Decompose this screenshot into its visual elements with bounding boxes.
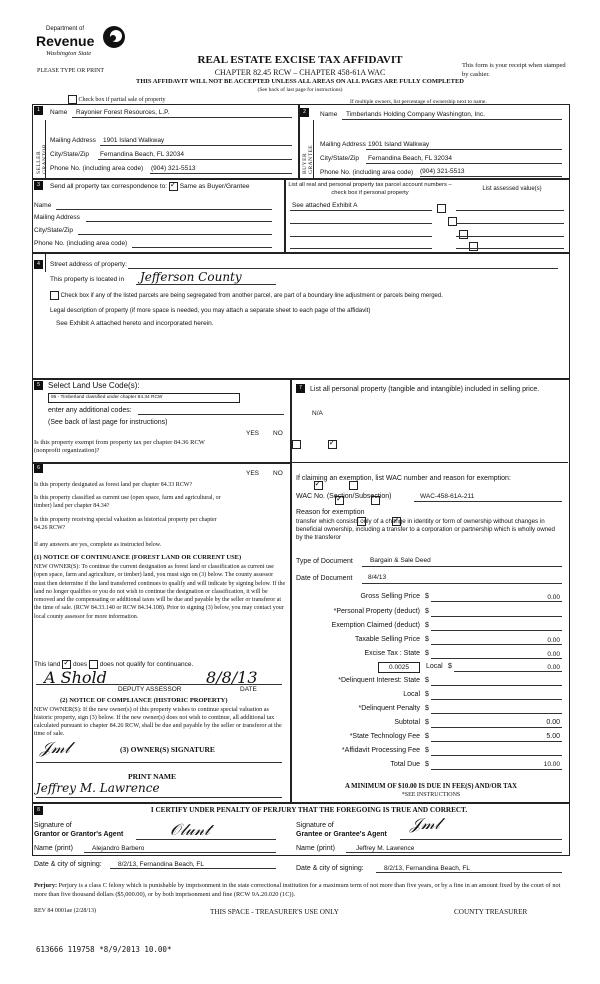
corr-name-label: Name (34, 202, 52, 209)
grantee-date-label: Date & city of signing: (296, 865, 364, 872)
parcel-header: List all real and personal property tax parcel account numbers – check box if personal property (288, 182, 452, 196)
section-8-number: 8 (34, 806, 43, 815)
seller-city-label: City/State/Zip (50, 151, 90, 158)
s5-no: NO (273, 430, 283, 437)
tech-fee-label: *State Technology Fee (349, 733, 420, 740)
excise-state-dollar: $ (425, 650, 429, 657)
s6-no: NO (273, 470, 283, 477)
send-label: Send all property tax correspondence to: (50, 183, 168, 191)
print-name-label: PRINT NAME (128, 772, 176, 781)
does-not-label: does not qualify for continuance. (99, 661, 194, 669)
gross-value: 0.00 (547, 594, 560, 601)
grantor-signature: 𝒪𝓁𝓊𝓃𝓉 (170, 820, 210, 839)
q-forest-land: Is this property designated as forest land per chapter 84.33 RCW? (34, 482, 193, 488)
delinq-local-label: Local (403, 691, 420, 698)
legal-label: Legal description of property (if more space is needed, you may attach a separate sheet to each page of the affidavit) (50, 307, 371, 314)
perjury-note (34, 882, 564, 899)
parcel-3-checkbox[interactable] (459, 230, 468, 239)
wac-label: WAC No. (Section/Subsection) (296, 493, 392, 500)
same-as-buyer-label: Same as Buyer/Grantee (179, 183, 250, 191)
s6-yes: YES (246, 470, 260, 477)
doc-date-value: 8/4/13 (368, 574, 387, 581)
local-label: Local (426, 663, 443, 670)
excise-state-label: Excise Tax : State (364, 650, 420, 657)
seller-city: Fernandina Beach, FL 32034 (100, 151, 184, 158)
land-use-label: Select Land Use Code(s): (48, 381, 140, 390)
delinq-local-dollar: $ (425, 691, 429, 698)
grantor-sig-label-1: Signature of (34, 822, 72, 829)
form-chapter: CHAPTER 82.45 RCW – CHAPTER 458-61A WAC (214, 68, 386, 77)
partial-sale-row (68, 95, 165, 104)
perjury-text: Perjury is a class C felony which is punishable by imprisonment in the state correctional institution for a maximum term of not more than five years, or by a fine in an amount fixed by the court of not more than five thousand dollars ($5,000.00), or by both imprisonment and fine (RCW 9A.20.020 (1C)). (34, 882, 561, 898)
buyer-phone: (904) 321-5513 (420, 168, 465, 175)
corr-phone-label: Phone No. (including area code) (34, 240, 128, 247)
form-see-back: (See back of last page for instructions) (257, 87, 343, 93)
buyer-address: 1901 Island Walkway (368, 141, 430, 148)
delinq-interest-dollar: $ (425, 677, 429, 684)
corr-address-label: Mailing Address (34, 214, 80, 221)
assessor-signature: A Shold (44, 668, 107, 687)
minimum-note: A MINIMUM OF $10.00 IS DUE IN FEE(S) AND/OR TAX (344, 783, 518, 790)
reason-value: transfer which consists only of a change in identity or form of ownership without changes in beneficial ownership, including a transfer to a corporation or partnership which is wholly owned by the transferor (296, 518, 555, 541)
land-use-see-back: (See back of last page for instructions) (48, 419, 168, 426)
assessor-date: 8/8/13 (206, 668, 258, 687)
treasurer-space: THIS SPACE - TREASURER'S USE ONLY (210, 908, 339, 916)
total-dollar: $ (425, 761, 429, 768)
segregated-checkbox[interactable] (50, 291, 59, 300)
exempt-question: Is this property exempt from property tax per chapter 84.36 RCW (nonprofit organization)? (34, 439, 205, 454)
seller-side-label: SELLER GRANTOR (36, 144, 48, 174)
affidavit-fee-dollar: $ (425, 747, 429, 754)
section-4-number: 4 (34, 260, 43, 269)
taxable-label: Taxable Selling Price (355, 636, 420, 643)
seller-address-label: Mailing Address (50, 137, 96, 144)
grantee-name: Jeffrey M. Lawrence (356, 845, 415, 852)
taxable-value: 0.00 (547, 637, 560, 644)
subtotal-label: Subtotal (394, 719, 420, 726)
exemption-label: If claiming an exemption, list WAC number and reason for exemption: (296, 475, 511, 482)
personal-dollar: $ (425, 608, 429, 615)
local-value: 0.00 (547, 664, 560, 671)
segregated-label: Check box if any of the listed parcels are being segregated from another parcel, are part of a boundary line adjustment or parcels being merged. (60, 293, 443, 300)
excise-state-value: 0.00 (547, 651, 560, 658)
form-title: REAL ESTATE EXCISE TAX AFFIDAVIT (197, 54, 403, 66)
notice1-body: NEW OWNER(S): To continue the current designation as forest land or classification as current use (open space, farm and agriculture, or timber) land, you must sign on (3) below. The county assessor must then determine if the land transferred continues to qualify and will indicate by signing below. If the land no longer qualifies or you do not wish to continue the designation or classification, it will be removed and the compensating or additional taxes will be due and payable by the seller or transferor at the time of sale. (RCW 84.33.140 or RCW 84.34.108). Prior to signing (3) below, you may contact your local county assessor for more information. (34, 564, 286, 620)
form-warning: THIS AFFIDAVIT WILL NOT BE ACCEPTED UNLESS ALL AREAS ON ALL PAGES ARE FULLY COMPLETED (136, 78, 464, 85)
form-number: REV 84 0001ae (2/28/13) (34, 908, 97, 914)
local-dollar: $ (448, 663, 452, 670)
see-instructions: *SEE INSTRUCTIONS (401, 792, 461, 798)
doc-type-value: Bargain & Sale Deed (370, 557, 431, 564)
owner-print-name: Jeffrey M. Lawrence (36, 781, 160, 795)
doc-date-label: Date of Document (296, 575, 353, 582)
date-label: DATE (240, 686, 257, 693)
please-type: PLEASE TYPE OR PRINT (37, 68, 105, 74)
owner-sig-label: (3) OWNER(S) SIGNATURE (120, 745, 215, 754)
street-label: Street address of property: (50, 261, 127, 268)
local-rate-box: 0.0025 (378, 662, 420, 673)
notice2-title: (2) NOTICE OF COMPLIANCE (HISTORIC PROPERTY) (60, 697, 228, 704)
send-correspondence-row (50, 182, 249, 191)
parcel-1-checkbox[interactable] (437, 204, 446, 213)
grantor-date: 8/2/13, Fernandina Beach, FL (118, 861, 205, 868)
certify-statement: I CERTIFY UNDER PENALTY OF PERJURY THAT THE FOREGOING IS TRUE AND CORRECT. (150, 806, 468, 814)
exemption-dollar: $ (425, 622, 429, 629)
parcel-1: See attached Exhibit A (292, 202, 358, 209)
seller-name: Rayonier Forest Resources, L.P. (76, 109, 170, 116)
gross-label: Gross Selling Price (360, 593, 420, 600)
buyer-phone-label: Phone No. (including area code) (320, 169, 414, 176)
grantee-sig-label-2: Grantee or Grantee's Agent (296, 831, 387, 838)
receipt-note: This form is your receipt when stamped by cashier. (462, 62, 566, 78)
section-7-number: 7 (296, 384, 305, 393)
grantee-name-label: Name (print) (296, 845, 335, 852)
section-5-number: 5 (34, 381, 43, 390)
additional-codes-label: enter any additional codes: (48, 407, 132, 414)
buyer-name: Timberlands Holding Company Washington, Inc. (346, 111, 485, 118)
buyer-side-label: BUYER GRANTEE (302, 144, 314, 174)
section-2-number: 2 (300, 108, 309, 117)
delinq-penalty-label: *Delinquent Penalty (358, 705, 420, 712)
affidavit-fee-label: *Affidavit Processing Fee (341, 747, 420, 754)
grantee-sig-label-1: Signature of (296, 822, 334, 829)
grantor-sig-label-2: Grantor or Grantor's Agent (34, 831, 124, 838)
reason-label: Reason for exemption (296, 509, 365, 516)
q-current-use: Is this property classified as current use (open space, farm and agricultural, or timber) land per chapter 84.34? (34, 495, 221, 509)
section-3-number: 3 (34, 181, 43, 190)
section-6-number: 6 (34, 464, 43, 473)
personal-deduct-label: *Personal Property (deduct) (333, 608, 420, 615)
if-yes-note: If any answers are yes, complete as instructed below. (34, 542, 162, 548)
wac-value: WAC-458-61A-211 (420, 493, 475, 500)
gross-dollar: $ (425, 593, 429, 600)
total-label: Total Due (390, 761, 420, 768)
notice1-title: (1) NOTICE OF CONTINUANCE (FOREST LAND OR CURRENT USE) (34, 554, 242, 561)
dept-big: Revenue (36, 33, 95, 49)
doc-type-label: Type of Document (296, 558, 353, 565)
grantee-signature: 𝒥𝓂𝓁 (410, 814, 440, 833)
dor-swirl-icon (102, 24, 126, 50)
seller-name-label: Name (50, 109, 68, 116)
delinq-penalty-dollar: $ (425, 705, 429, 712)
deputy-assessor-label: DEPUTY ASSESSOR (118, 686, 182, 693)
buyer-city: Fernandina Beach, FL 32034 (368, 155, 452, 162)
taxable-dollar: $ (425, 636, 429, 643)
total-value: 10.00 (543, 761, 560, 768)
corr-city-label: City/State/Zip (34, 227, 74, 234)
partial-sale-checkbox[interactable] (68, 95, 77, 104)
delinq-interest-label: *Delinquent Interest: State (338, 677, 420, 684)
exemption-deduct-label: Exemption Claimed (deduct) (331, 622, 420, 629)
section-4-property (32, 252, 570, 380)
tech-fee-value: 5.00 (546, 733, 560, 740)
buyer-address-label: Mailing Address (320, 141, 366, 148)
owner-signature: 𝒥𝓂𝓁 (40, 738, 70, 757)
segregated-row (50, 291, 443, 300)
land-use-select[interactable]: 95 - Timberland classified under chapter 84.34 RCW (48, 393, 240, 403)
q-historical: Is this property receiving special valuation as historical property per chapter 84.26 RCW? (34, 517, 217, 531)
subtotal-value: 0.00 (546, 719, 560, 726)
buyer-name-label: Name (320, 111, 338, 118)
this-land-label: This land (34, 661, 61, 669)
does-label: does (73, 661, 88, 669)
cashier-stamp: 613666 119758 *8/9/2013 10.00* (36, 945, 172, 954)
personal-property-label: List all personal property (tangible and intangible) included in selling price. (310, 386, 540, 393)
partial-sale-label: Check box if partial sale of property (78, 96, 166, 103)
seller-phone-label: Phone No. (including area code) (50, 165, 144, 172)
section-1-number: 1 (34, 106, 43, 115)
parcel-2-checkbox[interactable] (448, 217, 457, 226)
same-as-buyer-checkbox[interactable] (169, 182, 178, 191)
located-label: This property is located in (50, 276, 125, 283)
tech-fee-dollar: $ (425, 733, 429, 740)
seller-phone: (904) 321-5513 (151, 165, 196, 172)
buyer-city-label: City/State/Zip (320, 155, 360, 162)
subtotal-dollar: $ (425, 719, 429, 726)
grantor-name-label: Name (print) (34, 845, 73, 852)
located-value: Jefferson County (140, 270, 242, 284)
legal-value: See Exhibit A attached hereto and incorporated herein. (56, 320, 214, 327)
assessed-header: List assessed value(s) (482, 186, 542, 192)
s5-yes: YES (246, 430, 260, 437)
parcel-4-checkbox[interactable] (469, 242, 478, 251)
grantor-name: Alejandro Barbero (92, 845, 145, 852)
perjury-label: Perjury: (34, 882, 58, 889)
notice2-body: NEW OWNER(S): If the new owner(s) of this property wishes to continue special valuation as historic property, sign (3) below. If the new owner(s) does not wish to continue, all additional tax calculated pursuant to chapter 84.26 RCW, shall be due and payable by the seller or transferor at the time of sale. (34, 706, 282, 737)
seller-address: 1901 Island Walkway (103, 137, 165, 144)
dept-small: Department of (46, 26, 85, 32)
multiple-owners-note: If multiple owners, list percentage of ownership next to name. (350, 99, 487, 105)
county-treasurer: COUNTY TREASURER (454, 908, 528, 916)
grantee-date: 8/2/13, Fernandina Beach, FL (384, 865, 471, 872)
personal-property-value: N/A (312, 410, 323, 417)
grantor-date-label: Date & city of signing: (34, 861, 102, 868)
dept-state: Washington State (46, 50, 92, 57)
